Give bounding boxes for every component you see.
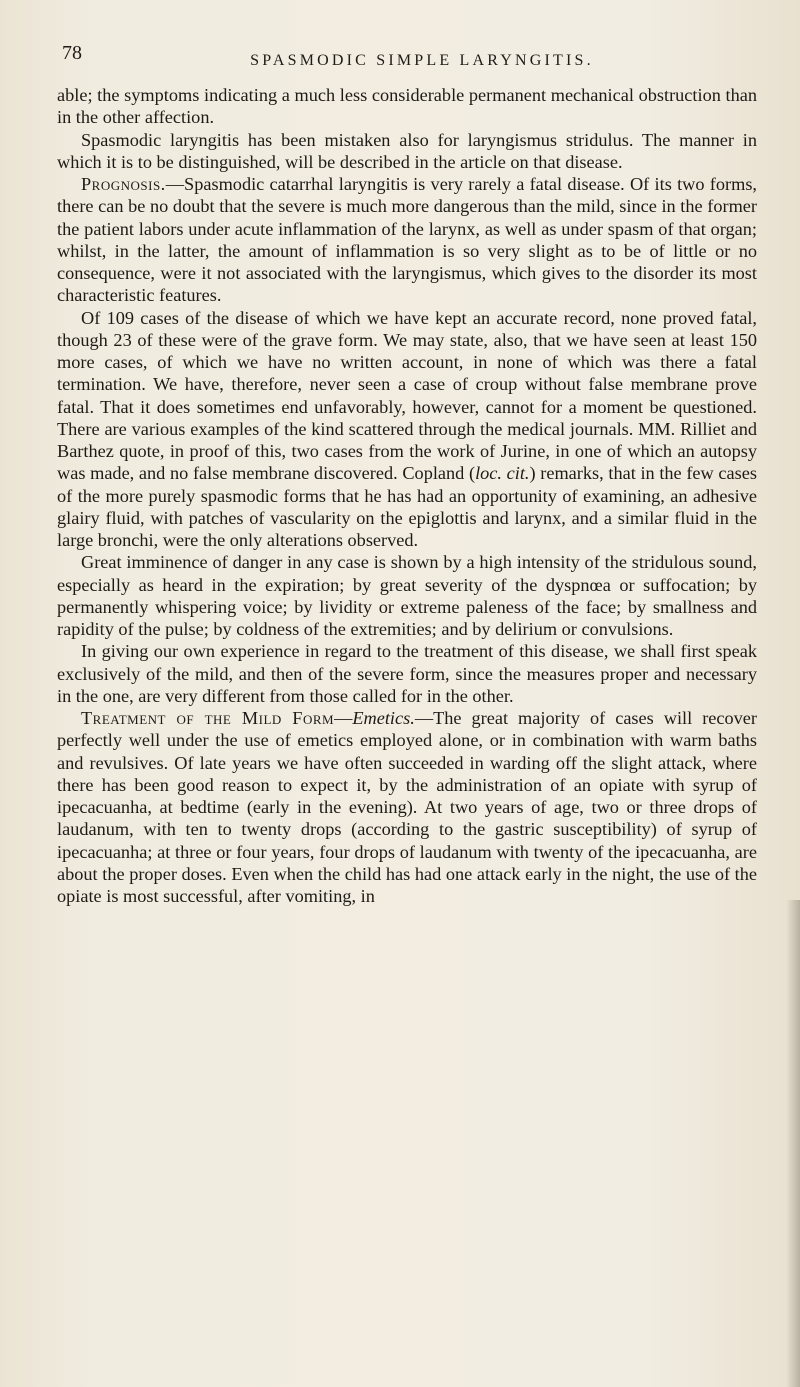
danger-text: Great imminence of danger in any case is shown by a high intensity of the stridulous sound, especially as heard in the expiration; by great severity of the dyspnœa or suffocation; by permanently whispering voice; by lividity or extreme paleness of the face; by smallness and rapidity of the pulse; by coldness of the extremities; and by delirium or convulsions. (57, 552, 757, 639)
paragraph-experience (57, 640, 757, 707)
citation-italic: loc. cit. (475, 463, 530, 484)
experience-text: In giving our own experience in regard to the treatment of this disease, we shall first speak exclusively of the mild, and then of the severe form, since the measures proper and necessary in the one, are very different from those called for in the other. (57, 641, 757, 706)
prognosis-heading: Prognosis. (81, 174, 166, 194)
cases-text-after: ) remarks, that in the few cases of the more purely spasmodic forms that he has had an opportunity of examining, an adhesive glairy fluid, with patches of vascularity on the epiglottis and larynx, and a similar fluid in the large bronchi, were the only alterations observed. (57, 463, 757, 550)
paragraph-1-text: able; the symptoms indicating a much less considerable permanent mechanical obstruction than in the other affection. (57, 85, 757, 128)
paragraph-danger (57, 551, 757, 640)
paragraph-cases (57, 307, 757, 552)
paragraph-treatment (57, 707, 757, 907)
treatment-heading-dash: — (334, 708, 353, 728)
page-header (62, 42, 752, 72)
cases-text-before: Of 109 cases of the disease of which we have kept an accurate record, none proved fatal, though 23 of these were of the grave form. We may state, also, that we have seen at least 150 more cases, of which we have no written account, in none of which was there a fatal termination. We have, therefore, never seen a case of croup without false membrane prove fatal. That it does sometimes end unfavorably, however, cannot for a moment be questioned. There are various examples of the kind scattered through the medical journals. MM. Rilliet and Barthez quote, in proof of this, two cases from the work of Jurine, in one of which an autopsy was made, and no false membrane discovered. Copland ( (57, 307, 757, 484)
treatment-text: —The great majority of cases will recover perfectly well under the use of emetics employed alone, or in combination with warm baths and revulsives. Of late years we have often succeeded in warding off the slight attack, where there has been good reason to expect it, by the administration of an opiate with syrup of ipecacuanha, at bedtime (early in the evening). At two years of age, two or three drops of laudanum, with ten to twenty drops (according to the gastric susceptibility) of syrup of ipecacuanha; at three or four years, four drops of laudanum with twenty of the ipecacuanha, are about the proper doses. Even when the child has had one attack early in the night, the use of the opiate is most successful, after vomiting, in (57, 708, 758, 906)
page-number: 78 (62, 42, 82, 64)
prognosis-text: —Spasmodic catarrhal laryngitis is very rarely a fatal disease. Of its two forms, there can be no doubt that the severe is much more dangerous than the mild, since in the former the patient labors under acute inflammation of the larynx, as well as under spasm of that organ; whilst, in the latter, the amount of inflammation is so very slight as to be of little or no consequence, were it not associated with the laryngismus, which gives to the disorder its most characteristic features. (57, 174, 757, 306)
body-text (57, 84, 757, 907)
emetics-italic: Emetics. (352, 708, 415, 728)
paragraph-1 (57, 84, 757, 129)
treatment-heading: Treatment of the Mild Form (81, 708, 335, 728)
paragraph-2 (57, 129, 757, 174)
page-edge-shadow (786, 900, 800, 1387)
paragraph-2-text: Spasmodic laryngitis has been mistaken also for laryngismus stridulus. The manner in which it is to be distinguished, will be described in the article on that disease. (57, 129, 757, 172)
running-head: SPASMODIC SIMPLE LARYNGITIS. (250, 52, 594, 69)
paragraph-prognosis (57, 173, 757, 307)
